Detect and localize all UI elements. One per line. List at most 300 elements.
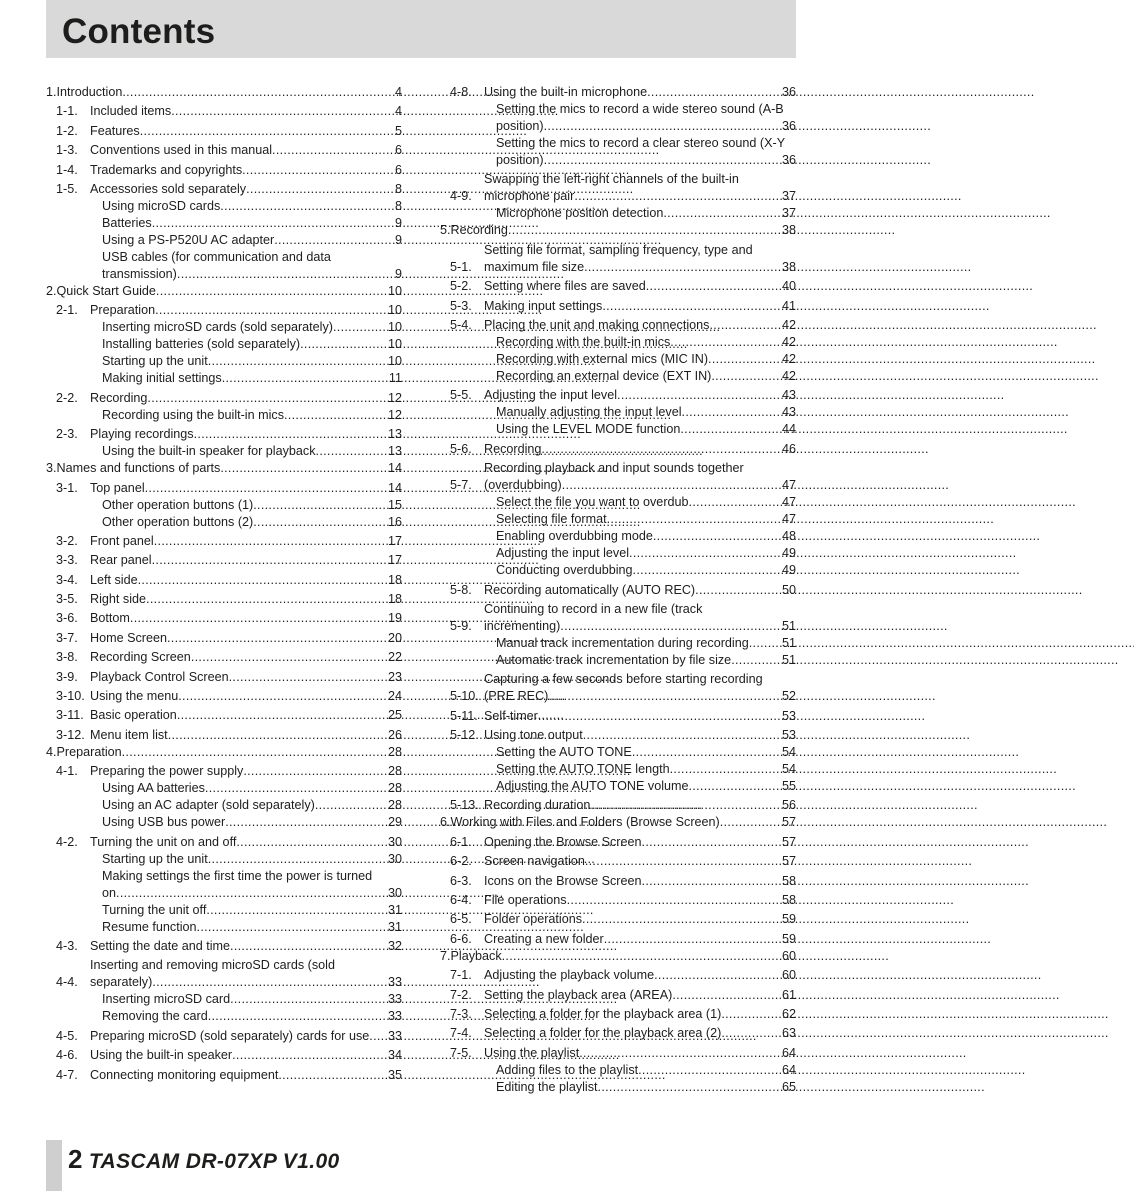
toc-entry-section[interactable] — [440, 814, 796, 831]
dot-leader — [220, 198, 393, 215]
dot-leader — [582, 911, 780, 928]
dot-leader — [502, 948, 780, 965]
toc-entry-number: 1. — [46, 85, 57, 99]
toc-entry-title: Recording — [90, 390, 148, 405]
dot-leader — [225, 814, 386, 831]
toc-entry-page: 43 — [781, 405, 796, 420]
toc-entry-page: 23 — [387, 669, 402, 684]
toc-entry-page: 22 — [387, 650, 402, 665]
toc-entry-title: Turning the unit on and off — [90, 834, 237, 849]
toc-entry-sub[interactable] — [46, 1067, 402, 1084]
toc-entry-item[interactable] — [440, 404, 796, 421]
dot-leader — [682, 404, 780, 421]
dot-leader — [604, 931, 780, 948]
dot-leader — [229, 669, 386, 686]
toc-entry-sub[interactable] — [440, 242, 796, 276]
toc-entry-number: 5-10. — [450, 689, 479, 704]
toc-entry-sub[interactable] — [440, 84, 796, 101]
toc-entry-sub[interactable] — [46, 123, 402, 140]
toc-entry-title: Basic operation — [90, 708, 177, 723]
toc-entry-sub[interactable] — [440, 967, 796, 984]
toc-entry-title: Using USB bus power — [102, 815, 226, 830]
toc-entry-sub[interactable] — [46, 181, 402, 198]
toc-entry-title: position) — [496, 153, 544, 167]
toc-entry-page: 38 — [781, 223, 796, 238]
toc-entry-item[interactable] — [46, 1008, 402, 1025]
toc-entry-item[interactable] — [46, 868, 402, 902]
toc-entry-page: 42 — [781, 334, 796, 349]
toc-entry-page: 11 — [388, 371, 402, 386]
toc-entry-page: 17 — [387, 533, 402, 548]
toc-entry-sub[interactable] — [440, 671, 796, 705]
toc-entry-page: 36 — [781, 85, 796, 99]
toc-entry-sub[interactable] — [440, 582, 796, 599]
dot-leader — [208, 1008, 386, 1025]
toc-entry-title: Select the file you want to overdub — [496, 495, 689, 510]
toc-entry-page: 51 — [781, 652, 796, 667]
toc-entry-item[interactable] — [440, 205, 796, 222]
toc-entry-item[interactable] — [440, 101, 796, 135]
dot-leader — [272, 142, 393, 159]
toc-entry-item[interactable] — [46, 797, 402, 814]
toc-entry-title: Turning the unit off — [102, 902, 207, 917]
toc-entry-item[interactable] — [440, 135, 796, 169]
dot-leader — [155, 302, 386, 319]
toc-entry-page: 64 — [781, 1045, 796, 1060]
toc-entry-number: 5-9. — [450, 618, 472, 633]
toc-entry-title: Included items — [90, 104, 172, 119]
toc-entry-sub[interactable] — [46, 591, 402, 608]
page-title: Contents — [62, 12, 216, 51]
toc-entry-page: 30 — [387, 851, 402, 866]
toc-entry-title: Self-timer — [484, 708, 538, 723]
toc-entry-page: 19 — [387, 611, 402, 626]
toc-entry-title: Using a PS-P520U AC adapter — [102, 232, 275, 247]
toc-entry-sub[interactable] — [46, 390, 402, 407]
toc-entry-item[interactable] — [440, 545, 796, 562]
dot-leader — [177, 266, 393, 283]
toc-entry-title: Recording with the built-in mics — [496, 334, 671, 349]
toc-entry-item[interactable] — [440, 494, 796, 511]
dot-leader — [629, 545, 780, 562]
dot-leader — [232, 1047, 386, 1064]
toc-entry-item[interactable] — [440, 334, 796, 351]
toc-entry-sub[interactable] — [46, 480, 402, 497]
dot-leader — [242, 162, 393, 179]
toc-entry-item[interactable] — [440, 528, 796, 545]
toc-entry-sub[interactable] — [440, 171, 796, 205]
dot-leader — [720, 814, 780, 831]
toc-entry-title: Home Screen — [90, 630, 167, 645]
toc-entry-title: Other operation buttons (1) — [102, 497, 254, 512]
toc-entry-sub[interactable] — [46, 426, 402, 443]
toc-entry-title: Recording with external mics (MIC IN) — [496, 351, 709, 366]
toc-entry-item[interactable] — [46, 443, 402, 460]
toc-entry-item[interactable] — [46, 370, 402, 387]
toc-entry-page: 52 — [781, 689, 796, 704]
toc-entry-page: 12 — [387, 407, 402, 422]
toc-entry-item[interactable] — [46, 991, 402, 1008]
dot-leader — [316, 443, 386, 460]
toc-entry-page: 17 — [387, 553, 402, 568]
toc-entry-sub[interactable] — [440, 298, 796, 315]
toc-entry-item[interactable] — [440, 562, 796, 579]
toc-entry-item[interactable] — [440, 368, 796, 385]
toc-entry-page: 47 — [781, 512, 796, 527]
toc-entry-item[interactable] — [440, 421, 796, 438]
toc-entry-number: 1-2. — [56, 123, 78, 138]
toc-entry-page: 5 — [394, 123, 402, 138]
toc-entry-number: 6-2. — [450, 854, 472, 869]
toc-entry-number: 2-3. — [56, 427, 78, 442]
toc-entry-sub[interactable] — [46, 763, 402, 780]
toc-entry-page: 28 — [387, 798, 402, 813]
dot-leader — [194, 426, 386, 443]
toc-entry-sub[interactable] — [440, 1006, 796, 1023]
dot-leader — [721, 1006, 780, 1023]
toc-entry-title: Quick Start Guide — [56, 283, 156, 298]
toc-entry-number: 6-3. — [450, 873, 472, 888]
toc-entry-sub[interactable] — [440, 834, 796, 851]
toc-entry-sub[interactable] — [46, 957, 402, 991]
dot-leader — [574, 188, 780, 205]
toc-entry-number: 6-4. — [450, 893, 472, 908]
toc-entry-item[interactable] — [440, 1079, 796, 1096]
toc-entry-section[interactable] — [440, 948, 796, 965]
toc-entry-title: Making initial settings — [102, 371, 222, 386]
toc-entry-sub[interactable] — [46, 103, 402, 120]
toc-entry-page: 40 — [781, 279, 796, 294]
toc-entry-sub[interactable] — [46, 688, 402, 705]
toc-entry-item[interactable] — [46, 497, 402, 514]
toc-entry-item[interactable] — [46, 215, 402, 232]
toc-entry-number: 7-3. — [450, 1006, 472, 1021]
toc-entry-title: Enabling overdubbing mode — [496, 529, 653, 544]
toc-entry-sub[interactable] — [440, 987, 796, 1004]
toc-entry-item[interactable] — [440, 1062, 796, 1079]
toc-entry-title: Conducting overdubbing — [496, 563, 633, 578]
toc-entry-title: Accessories sold separately — [90, 181, 247, 196]
dot-leader — [274, 232, 393, 249]
toc-entry-title: Right side — [90, 592, 147, 607]
toc-entry-number: 5-7. — [450, 478, 472, 493]
toc-entry-sub[interactable] — [46, 834, 402, 851]
dot-leader — [709, 317, 780, 334]
dot-leader — [122, 744, 386, 761]
dot-leader — [152, 215, 393, 232]
toc-entry-page: 31 — [387, 902, 402, 917]
toc-entry-number: 3-9. — [56, 669, 78, 684]
toc-entry-number: 4-2. — [56, 834, 78, 849]
toc-entry-section[interactable] — [46, 283, 402, 300]
toc-entry-number: 7-2. — [450, 987, 472, 1002]
toc-entry-title: Using the playlist — [484, 1045, 580, 1060]
dot-leader — [670, 334, 780, 351]
footer-accent-bar — [46, 1140, 62, 1191]
toc-entry-sub[interactable] — [440, 931, 796, 948]
toc-entry-sub[interactable] — [46, 1028, 402, 1045]
toc-entry-item[interactable] — [440, 511, 796, 528]
toc-entry-title: Trademarks and copyrights — [90, 162, 243, 177]
toc-entry-number: 6. — [440, 815, 451, 830]
toc-entry-item[interactable] — [46, 780, 402, 797]
dot-leader — [642, 834, 780, 851]
toc-entry-sub[interactable] — [440, 387, 796, 404]
toc-entry-title: on — [102, 885, 117, 900]
toc-entry-title: Using the built-in speaker for playback — [102, 444, 316, 459]
toc-entry-sub[interactable] — [440, 853, 796, 870]
toc-entry-page: 38 — [781, 259, 796, 274]
toc-entry-item[interactable] — [46, 407, 402, 424]
dot-leader — [647, 84, 780, 101]
toc-entry-title: separately) — [90, 975, 153, 990]
toc-entry-item[interactable] — [46, 353, 402, 370]
dot-leader — [590, 797, 780, 814]
toc-entry-sub[interactable] — [440, 892, 796, 909]
toc-entry-title: Setting file format, sampling frequency, type and — [484, 242, 753, 257]
toc-entry-number: 7. — [440, 948, 451, 963]
toc-entry-item[interactable] — [46, 319, 402, 336]
toc-entry-page: 28 — [387, 781, 402, 796]
dot-leader — [708, 351, 780, 368]
toc-entry-page: 32 — [387, 938, 402, 953]
toc-entry-page: 33 — [387, 1009, 402, 1024]
toc-entry-sub[interactable] — [46, 630, 402, 647]
toc-entry-title: Continuing to record in a new file (track — [484, 601, 703, 616]
toc-entry-page: 49 — [781, 546, 796, 561]
toc-entry-title: Editing the playlist — [496, 1079, 598, 1094]
toc-entry-number: 7-5. — [450, 1045, 472, 1060]
toc-entry-page: 33 — [387, 975, 402, 990]
toc-entry-page: 51 — [781, 618, 796, 633]
dot-leader — [579, 1045, 780, 1062]
toc-entry-item[interactable] — [440, 652, 796, 669]
toc-entry-title: Menu item list — [90, 727, 168, 742]
toc-entry-title: (overdubbing) — [484, 478, 562, 493]
toc-entry-title: Microphone position detection — [496, 206, 664, 221]
toc-entry-section[interactable] — [46, 744, 402, 761]
toc-entry-title: Preparation — [90, 303, 156, 318]
toc-entry-page: 9 — [394, 215, 402, 230]
toc-entry-title: Making settings the first time the power is turned — [102, 868, 373, 883]
toc-entry-number: 5-11. — [450, 708, 478, 723]
toc-entry-page: 61 — [781, 987, 796, 1002]
dot-leader — [544, 118, 780, 135]
toc-entry-page: 10 — [387, 283, 402, 298]
toc-entry-title: Manual track incrementation during recording — [496, 635, 749, 650]
toc-entry-number: 4-8. — [450, 85, 472, 99]
toc-entry-title: Setting the mics to record a clear stereo sound (X-Y — [496, 136, 786, 150]
toc-entry-sub[interactable] — [46, 707, 402, 724]
toc-entry-sub[interactable] — [46, 162, 402, 179]
toc-entry-page: 42 — [781, 351, 796, 366]
toc-entry-item[interactable] — [440, 778, 796, 795]
toc-entry-sub[interactable] — [46, 533, 402, 550]
dot-leader — [508, 222, 780, 239]
toc-entry-title: Swapping the left-right channels of the built-in — [484, 172, 739, 187]
toc-entry-title: Placing the unit and making connections — [484, 317, 710, 332]
toc-entry-sub[interactable] — [46, 649, 402, 666]
toc-entry-item[interactable] — [46, 851, 402, 868]
toc-entry-title: Recording playback and input sounds together — [484, 461, 744, 476]
toc-entry-sub[interactable] — [46, 610, 402, 627]
toc-entry-title: Bottom — [90, 611, 130, 626]
toc-entry-sub[interactable] — [46, 727, 402, 744]
toc-entry-sub[interactable] — [440, 1025, 796, 1042]
toc-entry-number: 4-3. — [56, 938, 78, 953]
toc-entry-section[interactable] — [46, 84, 402, 101]
toc-entry-title: (PRE REC) — [484, 689, 549, 704]
toc-entry-sub[interactable] — [440, 708, 796, 725]
toc-entry-sub[interactable] — [46, 302, 402, 319]
toc-entry-number: 7-4. — [450, 1026, 472, 1041]
toc-entry-page: 25 — [387, 708, 402, 723]
toc-entry-sub[interactable] — [440, 441, 796, 458]
toc-entry-title: Using tone output — [484, 728, 583, 743]
toc-entry-item[interactable] — [440, 761, 796, 778]
toc-entry-title: Setting the playback area (AREA) — [484, 987, 673, 1002]
toc-entry-page: 44 — [781, 422, 796, 437]
toc-entry-page: 16 — [387, 514, 402, 529]
dot-leader — [544, 152, 780, 169]
toc-entry-number: 2. — [46, 283, 57, 298]
dot-leader — [278, 1067, 386, 1084]
toc-entry-sub[interactable] — [440, 601, 796, 635]
toc-entry-sub[interactable] — [440, 911, 796, 928]
toc-entry-title: Making input settings — [484, 298, 603, 313]
dot-leader — [663, 205, 780, 222]
toc-entry-title: Using AA batteries — [102, 781, 205, 796]
toc-entry-item[interactable] — [440, 635, 796, 652]
toc-entry-title: Left side — [90, 572, 138, 587]
dot-leader — [642, 873, 780, 890]
toc-entry-page: 4 — [394, 104, 402, 119]
dot-leader — [654, 967, 780, 984]
toc-entry-section[interactable] — [440, 222, 796, 239]
toc-entry-title: Inserting microSD card — [102, 992, 231, 1007]
toc-entry-sub[interactable] — [46, 938, 402, 955]
toc-entry-page: 60 — [781, 968, 796, 983]
toc-entry-item[interactable] — [440, 744, 796, 761]
toc-entry-page: 57 — [781, 815, 796, 830]
toc-entry-title: Playback Control Screen — [90, 669, 229, 684]
toc-entry-item[interactable] — [46, 814, 402, 831]
toc-entry-title: Adjusting the AUTO TONE volume — [496, 779, 689, 794]
toc-entry-sub[interactable] — [440, 873, 796, 890]
toc-entry-item[interactable] — [46, 198, 402, 215]
toc-entry-title: Recording duration — [484, 798, 591, 813]
dot-leader — [178, 688, 386, 705]
toc-entry-page: 46 — [781, 441, 796, 456]
dot-leader — [689, 778, 780, 795]
dot-leader — [284, 407, 386, 424]
toc-entry-title: Using the built-in microphone — [484, 85, 648, 99]
toc-entry-sub[interactable] — [440, 797, 796, 814]
toc-entry-page: 63 — [781, 1026, 796, 1041]
toc-entry-page: 53 — [781, 708, 796, 723]
dot-leader — [653, 528, 780, 545]
toc-entry-page: 36 — [781, 153, 796, 167]
toc-entry-title: Selecting a folder for the playback area (2) — [484, 1026, 722, 1041]
toc-entry-page: 42 — [781, 317, 796, 332]
toc-entry-sub[interactable] — [440, 317, 796, 334]
toc-entry-sub[interactable] — [46, 142, 402, 159]
toc-entry-number: 4-7. — [56, 1067, 78, 1082]
dot-leader — [236, 834, 386, 851]
toc-entry-page: 54 — [781, 762, 796, 777]
dot-leader — [598, 1079, 780, 1096]
toc-entry-number: 5. — [440, 223, 451, 238]
dot-leader — [208, 851, 386, 868]
toc-entry-title: Starting up the unit — [102, 851, 208, 866]
toc-entry-title: Other operation buttons (2) — [102, 514, 254, 529]
dot-leader — [548, 688, 780, 705]
toc-entry-item[interactable] — [46, 919, 402, 936]
toc-entry-number: 3-11. — [56, 708, 84, 723]
dot-leader — [177, 707, 386, 724]
toc-entry-number: 5-2. — [450, 279, 472, 294]
dot-leader — [230, 991, 386, 1008]
toc-entry-title: Introduction — [56, 85, 123, 99]
toc-entry-title: Connecting monitoring equipment — [90, 1067, 279, 1082]
dot-leader — [156, 283, 386, 300]
toc-entry-sub[interactable] — [440, 1045, 796, 1062]
dot-leader — [711, 368, 780, 385]
dot-leader — [638, 1062, 780, 1079]
toc-entry-title: Preparation — [56, 744, 122, 759]
toc-entry-page: 47 — [781, 478, 796, 493]
toc-entry-sub[interactable] — [46, 669, 402, 686]
toc-entry-number: 1-5. — [56, 181, 78, 196]
toc-entry-item[interactable] — [440, 351, 796, 368]
toc-entry-sub[interactable] — [46, 572, 402, 589]
toc-entry-number: 5-12. — [450, 728, 479, 743]
toc-entry-page: 28 — [387, 744, 402, 759]
toc-entry-page: 30 — [387, 885, 402, 900]
dot-leader — [680, 421, 780, 438]
toc-entry-item[interactable] — [46, 336, 402, 353]
dot-leader — [333, 319, 386, 336]
dot-leader — [602, 298, 780, 315]
toc-entry-sub[interactable] — [440, 727, 796, 744]
toc-entry-item[interactable] — [46, 902, 402, 919]
toc-entry-sub[interactable] — [46, 552, 402, 569]
toc-entry-number: 4-4. — [56, 975, 78, 990]
toc-entry-item[interactable] — [46, 232, 402, 249]
toc-entry-title: Setting the AUTO TONE length — [496, 762, 670, 777]
toc-entry-section[interactable] — [46, 460, 402, 477]
dot-leader — [672, 987, 780, 1004]
toc-entry-sub[interactable] — [440, 460, 796, 494]
toc-entry-item[interactable] — [46, 514, 402, 531]
toc-entry-page: 58 — [781, 893, 796, 908]
toc-entry-number: 4-5. — [56, 1028, 78, 1043]
toc-entry-page: 14 — [387, 480, 402, 495]
toc-entry-sub[interactable] — [46, 1047, 402, 1064]
dot-leader — [147, 390, 386, 407]
dot-leader — [171, 103, 393, 120]
dot-leader — [230, 938, 386, 955]
toc-entry-page: 55 — [781, 779, 796, 794]
toc-entry-sub[interactable] — [440, 278, 796, 295]
dot-leader — [130, 610, 386, 627]
toc-entry-page: 56 — [781, 798, 796, 813]
toc-entry-title: Icons on the Browse Screen — [484, 873, 642, 888]
toc-entry-page: 6 — [394, 143, 402, 158]
toc-entry-page: 36 — [781, 119, 796, 133]
dot-leader — [632, 744, 780, 761]
toc-entry-item[interactable] — [46, 249, 402, 283]
